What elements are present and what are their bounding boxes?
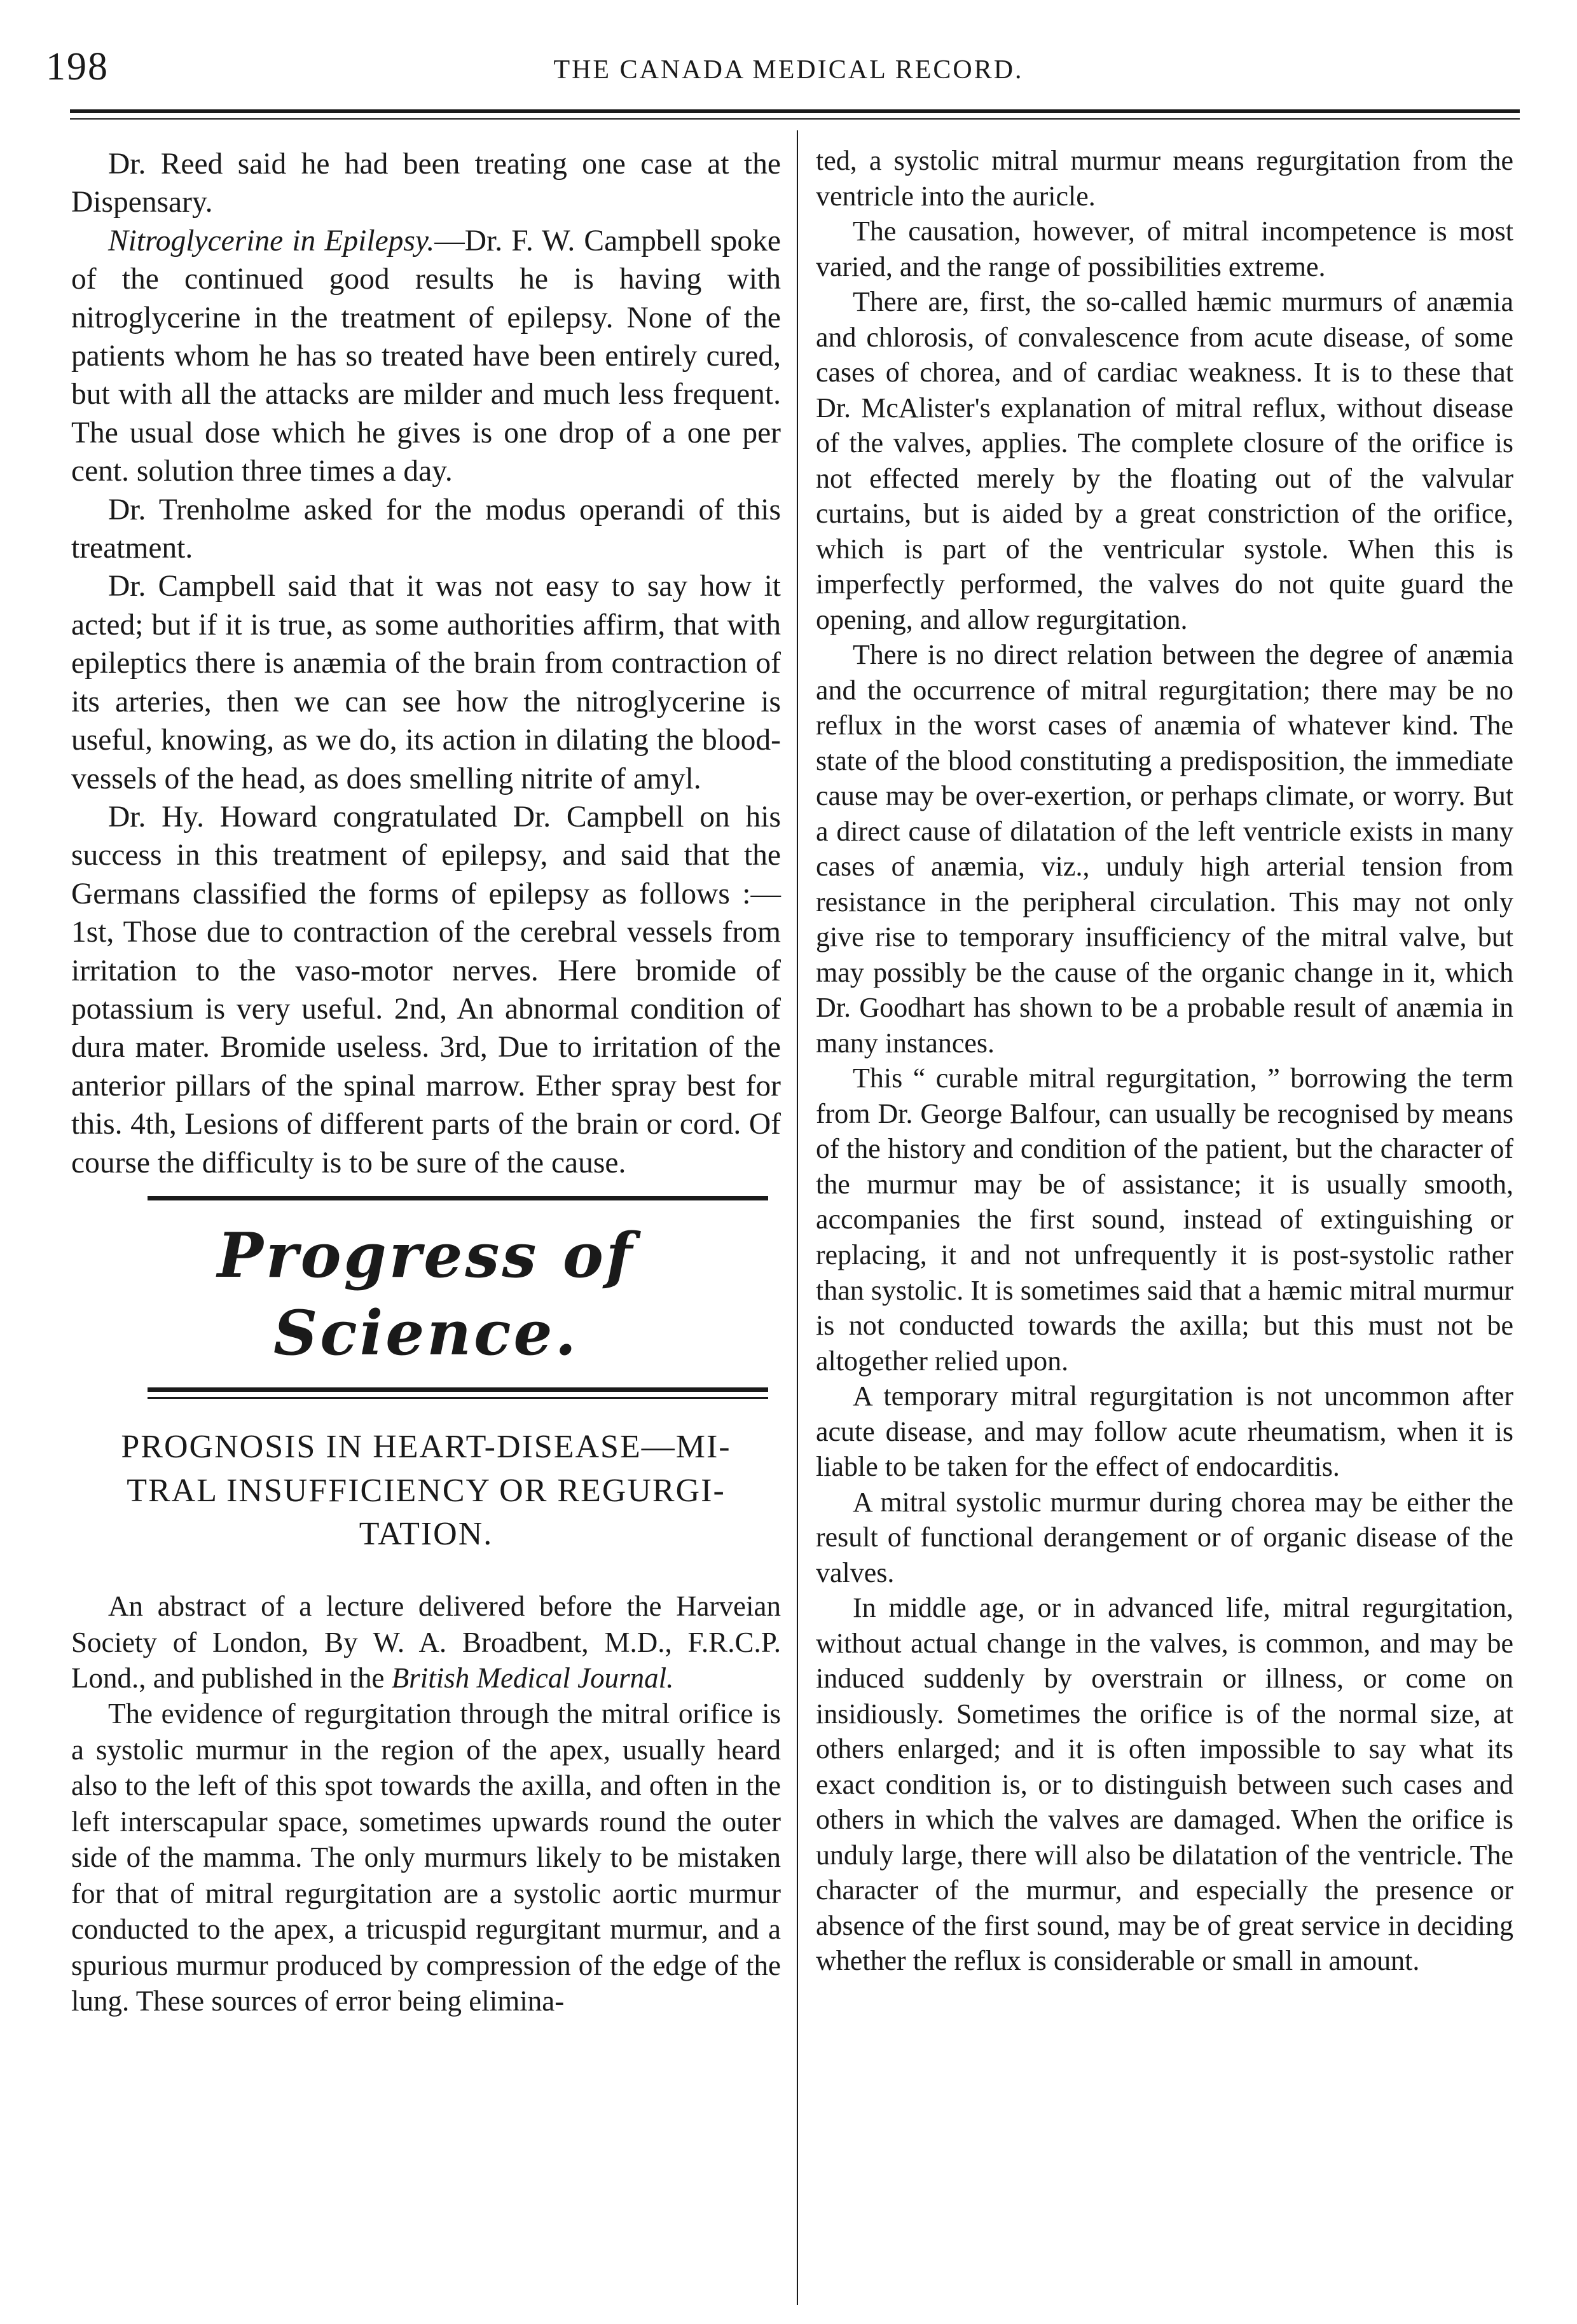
page-number: 198: [46, 45, 109, 88]
paragraph-chorea: A mitral systolic murmur during chorea may be either the result of functional derangement or of organic disease of the valves.: [816, 1486, 1513, 1588]
article-title-line-1: PROGNOSIS IN HEART-DISEASE—MI-: [121, 1429, 731, 1466]
paragraph-howard: Dr. Hy. Howard congratulated Dr. Campbell on his success in this treatment of epilepsy, and said that the Germans classified the forms of epilepsy as follows :—1st, Those due to contraction of the cerebral vessels from irritation to the vaso-motor nerves. Here bromide of potassium is very useful. 2nd, An abnormal condition of dura mater. Bromide useless. 3rd, Due to irritation of the anterior pillars of the spinal marrow. Ether spray best for this. 4th, Lesions of different parts of the brain or cord. Of course the difficulty is to be sure of the cause.: [71, 800, 781, 1179]
paragraph-evidence: The evidence of regurgitation through the mitral orifice is a systolic murmur in the region of the apex, usually heard also to the left of this spot towards the axilla, and often in the left interscapular space, sometimes upwards round the outer side of the mamma. The only murmurs likely to be mistaken for that of mitral regurgitation are a systolic aortic murmur conducted to the apex, a tricuspid regurgitant murmur, and a spurious murmur produced by compression of the edge of the lung. These sources of error being elimina-: [71, 1698, 781, 2018]
section-rule-top: [148, 1196, 768, 1200]
article-title-line-2: TRAL INSUFFICIENCY OR REGURGI-: [127, 1472, 726, 1509]
column-divider: [797, 130, 798, 2305]
paragraph-campbell: Dr. Campbell said that it was not easy to say how it acted; but if it is true, as some authorities affirm, that with epileptics there is anæmia of the brain from contraction of its arteries, then we can see how the nitroglycerine is useful, knowing, as we do, its action in dilating the blood-vessels of the head, as does smelling nitrite of amyl.: [71, 570, 781, 795]
article-title: [71, 1426, 781, 1557]
section-rule-bottom: [148, 1387, 768, 1392]
paragraph-middle-age: In middle age, or in advanced life, mitral regurgitation, without actual change in the valves, is common, and may be induced suddenly by overstrain or illness, or come on insidiously. Sometimes the orifice is of the normal size, at others enlarged; and it is often impossible to say what its exact condition is, or to distinguish between such cases and others in which the valves are damaged. When the orifice is unduly large, there will also be dilatation of the ventricle. The character of the murmur, and especially the presence or absence of the first sound, may be of great service in deciding whether the reflux is considerable or small in amount.: [816, 1592, 1513, 1977]
paragraph-haemic-murmurs: There are, first, the so-called hæmic murmurs of anæmia and chlorosis, of convalescence from acute disease, of some cases of chorea, and of cardiac weakness. It is to these that Dr. McAlister's explanation of mitral reflux, without disease of the valves, applies. The complete closure of the orifice is not effected merely by the floating out of the valvular curtains, but is aided by a great constriction of the orifice, which is part of the ventricular systole. When this is imperfectly performed, the valves do not quite guard the opening, and allow regurgitation.: [816, 286, 1513, 635]
article-title-line-3: TATION.: [359, 1516, 493, 1553]
paragraph-continuation: ted, a systolic mitral murmur means regurgitation from the ventricle into the auricle.: [816, 145, 1513, 212]
paragraph-curable-regurgitation: This “ curable mitral regurgitation, ” borrowing the term from Dr. George Balfour, can usually be recognised by means of the history and condition of the patient, but the character of the murmur may be of assistance; it is usually smooth, accompanies the first sound, instead of extinguishing or replacing, it and not unfrequently it is post-systolic rather than systolic. It is sometimes said that a hæmic mitral murmur is not conducted towards the axilla; but this must not be altogether relied upon.: [816, 1062, 1513, 1377]
section-heading: Progress of Science.: [217, 1219, 635, 1370]
header-rule-thick: [70, 109, 1520, 113]
paragraph-causation: The causation, however, of mitral incompetence is most varied, and the range of possibilities extreme.: [816, 216, 1513, 282]
header-rule-thin: [70, 118, 1520, 120]
section-rule-bottom-thin: [148, 1397, 768, 1399]
abstract-text: An abstract of a lecture delivered before the Harveian Society of London, By W. A. Broadbent, M.D., F.R.C.P. Lond., and published in the: [71, 1590, 781, 1694]
article-abstract: [71, 1588, 781, 1696]
right-column: [816, 143, 1513, 1979]
journal-name: British Medical Journal.: [391, 1662, 674, 1694]
running-head: THE CANADA MEDICAL RECORD.: [553, 55, 1024, 85]
subheading-nitroglycerine: Nitroglycerine in Epilepsy.: [108, 224, 435, 258]
left-column: [71, 145, 781, 2019]
paragraph-anaemia: There is no direct relation between the degree of anæmia and the occurrence of mitral regurgitation; there may be no reflux in the worst cases of anæmia of whatever kind. The state of the blood constituting a predisposition, the immediate cause may be over-exertion, or perhaps climate, or worry. But a direct cause of dilatation of the left ventricle exists in many cases of anæmia, viz., unduly high arterial tension from resistance in the peripheral circulation. This may not only give rise to temporary insufficiency of the mitral valve, but may possibly be the cause of the organic change in it, which Dr. Goodhart has shown to be a probable result of anæmia in many instances.: [816, 639, 1513, 1059]
paragraph-trenholme: Dr. Trenholme asked for the modus operandi of this treatment.: [71, 493, 781, 565]
paragraph-nitroglycerine-body: —Dr. F. W. Campbell spoke of the continued good results he is having with nitroglycerine in the treatment of epilepsy. None of the patients whom he has so treated have been entirely cured, but with all the attacks are milder and much less frequent. The usual dose which he gives is one drop of a one per cent. solution three times a day.: [71, 224, 781, 488]
paragraph-temporary-regurgitation: A temporary mitral regurgitation is not uncommon after acute disease, and may follow acute rheumatism, when it is liable to be taken for the effect of endocarditis.: [816, 1380, 1513, 1483]
paragraph-reed: Dr. Reed said he had been treating one case at the Dispensary.: [71, 148, 781, 219]
paragraph-nitroglycerine: [71, 222, 781, 491]
